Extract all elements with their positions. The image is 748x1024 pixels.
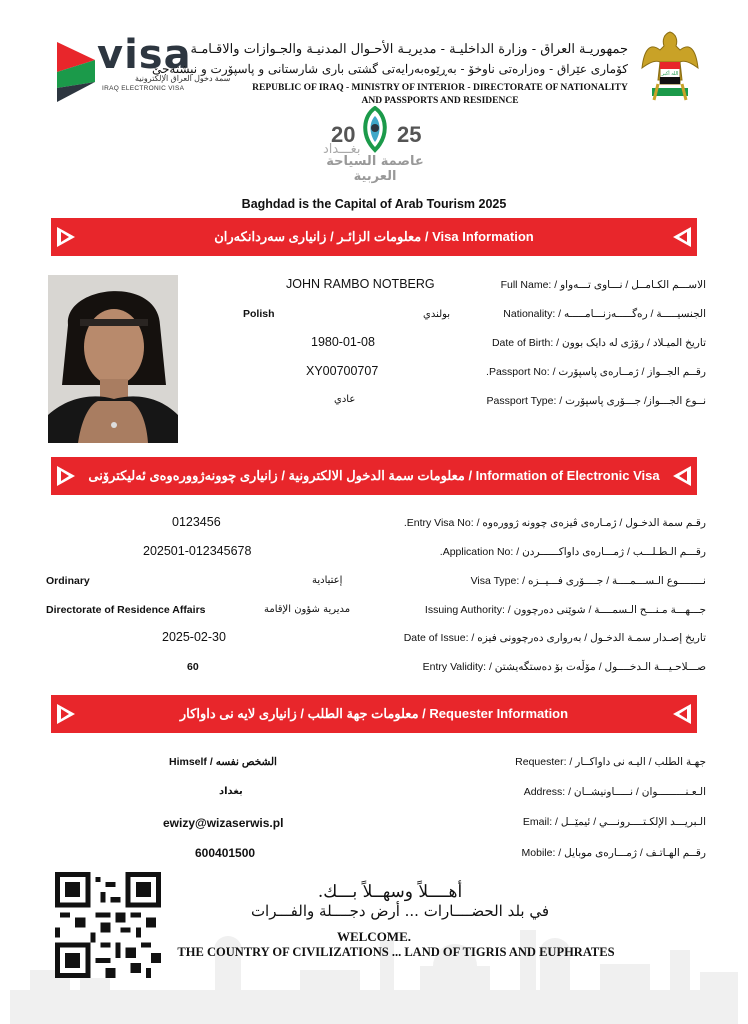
welcome-arabic-line2: في بلد الحضــــارات ... أرض دجــــلة والفـــرات: [250, 902, 550, 920]
iraq-eagle-emblem-icon: [640, 28, 700, 108]
bar-right-emblem-icon: [671, 702, 693, 726]
address-label: الـعـنـــــــــوان / نـــــاونیشــان / :Address: [523, 786, 706, 798]
visa-type-label: نــــــــوع الـســـمــــة / جــــۆری فـــیــزە / :Visa Type: [470, 575, 706, 587]
visa-information-title: معلومات الزائـر / زانیاری سەردانکەران / Visa Information: [214, 229, 534, 244]
entry-validity-value: 60: [187, 661, 199, 673]
date-of-issue-label: تاريخ إصـدار سمـة الدخـول / بەرواری دەرچوونی فیزە / :Date of Issue: [403, 632, 706, 644]
tourism-baghdad-text: بغـــداد: [323, 142, 361, 157]
date-of-birth-label: تاريخ الميـلاد / رۆژی لە دایک بوون / :Date of Birth: [491, 337, 706, 349]
date-of-issue-value: 2025-02-30: [162, 630, 226, 644]
electronic-visa-bar: [51, 457, 697, 495]
tourism-capital-logo: [305, 106, 445, 184]
issuing-authority-english: Directorate of Residence Affairs: [46, 604, 206, 616]
application-number-value: 202501-012345678: [143, 544, 252, 558]
nationality-english: Polish: [243, 308, 275, 320]
requester-information-title: معلومات جهة الطلب / زانیاری لایە نی داواكار / Requester Information: [179, 706, 569, 721]
visa-type-english: Ordinary: [46, 575, 90, 587]
welcome-english-line2: THE COUNTRY OF CIVILIZATIONS ... LAND OF TIGRIS AND EUPHRATES: [177, 945, 615, 959]
entry-visa-number-value: 0123456: [172, 515, 221, 529]
bar-left-emblem-icon: [55, 225, 77, 249]
full-name-value: JOHN RAMBO NOTBERG: [286, 277, 435, 291]
tourism-year-right: 25: [397, 122, 422, 147]
qr-code[interactable]: [55, 872, 161, 978]
welcome-arabic-line1: أهــــلاً وسهــلاً بـــك.: [317, 882, 463, 902]
issuing-authority-label: جـــهـــة مـنـــح الـسمــــة / شوێنی دەرچوون / :Issuing Authority: [424, 604, 706, 616]
electronic-visa-title: معلومات سمة الدخول الالكترونية / زانیاری چوونەژوورەوەی ئەلیکترۆنی / Information of Electronic Visa: [88, 468, 660, 483]
government-title-english: [245, 82, 635, 108]
passport-type-value: عادي: [334, 394, 356, 405]
passport-number-label: رقــم الجــواز / ژمــارەی پاسپۆرت / :Passport No.: [486, 366, 706, 378]
visitor-photo: [48, 275, 178, 443]
application-number-label: رقـــم الـطـلـــب / ژمـــارەی داواكــــــردن / :Application No.: [439, 546, 706, 558]
mobile-value: 600401500: [195, 846, 256, 860]
welcome-english-line1: WELCOME.: [336, 929, 412, 944]
tourism-emblem-icon: [355, 106, 395, 154]
email-label: الـبريـــد الإلكـتــــرونـــي / ئیمێــل / :Email: [522, 816, 706, 828]
visa-logo-english: IRAQ ELECTRONIC VISA: [102, 85, 185, 92]
nationality-arabic: بولندي: [423, 309, 451, 320]
requester-label: جهـة الطلب / الیـە نی داواكــار / :Requester: [515, 756, 706, 768]
entry-validity-label: صـــلاحـيـــة الـدخــــول / مۆڵەت بۆ دەستگەیشتن / :Entry Validity: [422, 661, 706, 673]
visa-information-bar: [51, 218, 697, 256]
bar-right-emblem-icon: [671, 225, 693, 249]
visa-flag-icon: [55, 42, 99, 102]
requester-value: Himself / الشخص نفسه: [169, 756, 277, 768]
government-title-english-line2: AND PASSPORTS AND RESIDENCE: [361, 96, 519, 106]
date-of-birth-value: 1980-01-08: [311, 335, 375, 349]
government-title-arabic: جمهوريـة العراق - وزارة الداخليـة - مديريـة الأحـوال المدنيـة والجـوازات والاقـامـة: [190, 42, 628, 57]
bar-left-emblem-icon: [55, 464, 77, 488]
government-title-kurdish: كۆماری عێراق - وەزارەتی ناوخۆ - بەڕێوەبەرایەتی گشتی باری شارستانی و پاسپۆرت و نیشتەجێ: [151, 62, 628, 76]
passport-type-label: نــوع الجـــواز/ جـــۆری پاسپۆرت / :Passport Type: [486, 395, 706, 407]
person-portrait-icon: [48, 275, 178, 443]
nationality-label: الجنسيـــــة / رەگـــــەزنـــامـــــە / :Nationality: [503, 308, 706, 320]
visa-logo-arabic: سمة دخول العراق الإلكترونية: [135, 74, 231, 83]
bar-right-emblem-icon: [671, 464, 693, 488]
address-value: بغداد: [219, 786, 243, 797]
passport-number-value: XY00700707: [306, 364, 379, 378]
capital-of-tourism-caption: Baghdad is the Capital of Arab Tourism 2025: [241, 197, 507, 211]
entry-visa-number-label: رقـم سمة الدخـول / ژمـارەی ڤیزەی چوونە ژوورەوە / :Entry Visa No.: [403, 517, 706, 529]
svg-text:الله أكبر: الله أكبر: [661, 71, 679, 77]
full-name-label: الاســـم الكـامــل / نـــاوی تـــەواو / :Full Name: [500, 279, 706, 291]
bar-left-emblem-icon: [55, 702, 77, 726]
visa-type-arabic: إعتيادية: [312, 575, 343, 586]
tourism-year-left: 20: [331, 122, 356, 147]
email-value: ewizy@wizaserwis.pl: [163, 816, 284, 830]
mobile-label: رقــم الهـاتـف / ژمـــارەی موبایل / :Mobile: [521, 847, 706, 859]
issuing-authority-arabic: مديرية شؤون الإقامة: [264, 604, 351, 615]
tourism-arabic-text: عاصمة السياحة العربية: [326, 154, 424, 184]
requester-information-bar: [51, 695, 697, 733]
visa-logo-word: visa: [97, 32, 192, 78]
government-title-english-line1: REPUBLIC OF IRAQ - MINISTRY OF INTERIOR - DIRECTORATE OF NATIONALITY: [252, 83, 628, 93]
